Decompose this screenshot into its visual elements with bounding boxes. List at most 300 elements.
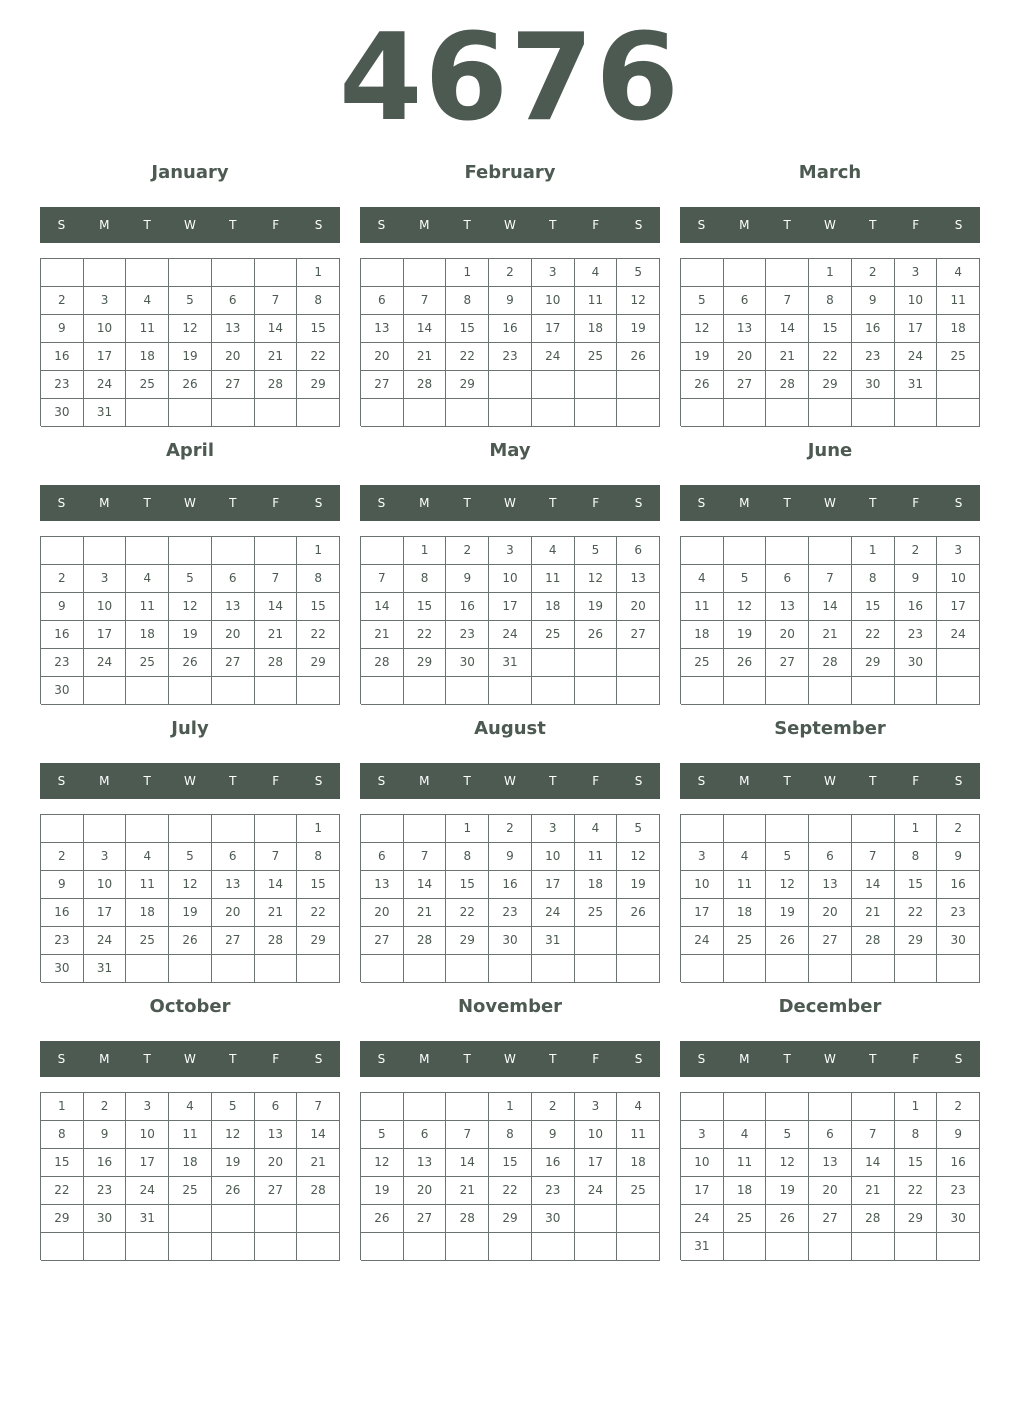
day-cell: 5 xyxy=(169,843,212,871)
day-cell: 16 xyxy=(41,621,84,649)
weekday-header xyxy=(360,485,660,521)
month-february xyxy=(360,158,660,436)
month-june xyxy=(680,436,980,714)
empty-day-cell xyxy=(404,1093,447,1121)
empty-day-cell xyxy=(766,677,809,705)
empty-day-cell xyxy=(361,1093,404,1121)
weekday-label: S xyxy=(634,774,643,788)
empty-day-cell xyxy=(255,537,298,565)
day-cell: 28 xyxy=(297,1177,340,1205)
empty-day-cell xyxy=(937,955,980,983)
day-cell: 14 xyxy=(404,315,447,343)
day-cell: 26 xyxy=(575,621,618,649)
day-cell: 19 xyxy=(169,343,212,371)
weekday-label: F xyxy=(912,496,920,510)
empty-day-cell xyxy=(212,677,255,705)
day-cell: 1 xyxy=(446,259,489,287)
weekday-label: S xyxy=(697,496,706,510)
weekday-label: T xyxy=(549,218,557,232)
day-cell: 3 xyxy=(489,537,532,565)
day-cell: 2 xyxy=(41,565,84,593)
day-cell: 10 xyxy=(532,843,575,871)
day-cell: 25 xyxy=(532,621,575,649)
empty-day-cell xyxy=(404,259,447,287)
weekday-label: T xyxy=(783,774,791,788)
empty-day-cell xyxy=(126,537,169,565)
day-cell: 21 xyxy=(446,1177,489,1205)
day-cell: 7 xyxy=(809,565,852,593)
day-cell: 10 xyxy=(681,871,724,899)
day-cell: 9 xyxy=(41,315,84,343)
day-cell: 24 xyxy=(84,371,127,399)
empty-day-cell xyxy=(489,399,532,427)
day-cell: 14 xyxy=(297,1121,340,1149)
empty-day-cell xyxy=(681,259,724,287)
day-cell: 26 xyxy=(766,927,809,955)
weekday-header xyxy=(360,207,660,243)
day-cell: 19 xyxy=(617,315,660,343)
day-cell: 1 xyxy=(809,259,852,287)
day-cell: 20 xyxy=(361,899,404,927)
weekday-label: M xyxy=(419,218,430,232)
month-november xyxy=(360,992,660,1270)
weekday-label: T xyxy=(229,496,237,510)
empty-day-cell xyxy=(724,677,767,705)
day-cell: 17 xyxy=(895,315,938,343)
empty-day-cell xyxy=(84,537,127,565)
empty-day-cell xyxy=(169,537,212,565)
day-cell: 9 xyxy=(489,287,532,315)
day-cell: 22 xyxy=(446,899,489,927)
day-cell: 30 xyxy=(446,649,489,677)
day-cell: 29 xyxy=(297,927,340,955)
day-cell: 6 xyxy=(212,565,255,593)
day-cell: 24 xyxy=(126,1177,169,1205)
day-cell: 5 xyxy=(169,565,212,593)
empty-day-cell xyxy=(255,815,298,843)
weekday-header xyxy=(680,1041,980,1077)
day-cell: 2 xyxy=(895,537,938,565)
day-cell: 29 xyxy=(895,927,938,955)
day-cell: 4 xyxy=(681,565,724,593)
day-cell: 5 xyxy=(361,1121,404,1149)
empty-day-cell xyxy=(212,537,255,565)
empty-day-cell xyxy=(404,955,447,983)
empty-day-cell xyxy=(575,1233,618,1261)
day-cell: 24 xyxy=(681,927,724,955)
day-cell: 19 xyxy=(169,899,212,927)
empty-day-cell xyxy=(532,1233,575,1261)
day-grid xyxy=(360,814,660,982)
weekday-label: M xyxy=(739,774,750,788)
empty-day-cell xyxy=(41,815,84,843)
empty-day-cell xyxy=(255,955,298,983)
day-cell: 27 xyxy=(809,1205,852,1233)
day-cell: 16 xyxy=(852,315,895,343)
day-cell: 24 xyxy=(84,927,127,955)
weekday-label: T xyxy=(549,496,557,510)
day-cell: 11 xyxy=(724,871,767,899)
month-september xyxy=(680,714,980,992)
day-cell: 2 xyxy=(41,843,84,871)
day-cell: 23 xyxy=(84,1177,127,1205)
day-cell: 23 xyxy=(895,621,938,649)
weekday-header xyxy=(40,1041,340,1077)
day-cell: 7 xyxy=(255,287,298,315)
day-cell: 15 xyxy=(297,871,340,899)
day-cell: 11 xyxy=(575,287,618,315)
day-grid xyxy=(680,258,980,426)
weekday-label: F xyxy=(912,774,920,788)
day-cell: 15 xyxy=(41,1149,84,1177)
empty-day-cell xyxy=(809,537,852,565)
day-cell: 17 xyxy=(681,1177,724,1205)
month-october xyxy=(40,992,340,1270)
day-cell: 27 xyxy=(617,621,660,649)
day-cell: 28 xyxy=(404,927,447,955)
weekday-label: S xyxy=(377,774,386,788)
weekday-label: S xyxy=(314,218,323,232)
day-cell: 2 xyxy=(937,815,980,843)
weekday-label: W xyxy=(184,1052,196,1066)
day-cell: 12 xyxy=(361,1149,404,1177)
empty-day-cell xyxy=(852,677,895,705)
day-cell: 27 xyxy=(809,927,852,955)
day-cell: 9 xyxy=(852,287,895,315)
day-cell: 15 xyxy=(489,1149,532,1177)
empty-day-cell xyxy=(681,815,724,843)
day-cell: 30 xyxy=(41,399,84,427)
empty-day-cell xyxy=(766,1093,809,1121)
day-cell: 16 xyxy=(489,871,532,899)
day-cell: 15 xyxy=(895,1149,938,1177)
day-cell: 13 xyxy=(212,315,255,343)
day-cell: 19 xyxy=(617,871,660,899)
day-cell: 11 xyxy=(126,871,169,899)
day-cell: 26 xyxy=(169,371,212,399)
weekday-label: W xyxy=(824,1052,836,1066)
empty-day-cell xyxy=(41,259,84,287)
day-cell: 8 xyxy=(297,565,340,593)
weekday-label: M xyxy=(99,218,110,232)
weekday-label: S xyxy=(954,774,963,788)
weekday-label: T xyxy=(549,1052,557,1066)
weekday-label: M xyxy=(99,774,110,788)
empty-day-cell xyxy=(361,815,404,843)
day-cell: 9 xyxy=(895,565,938,593)
day-grid xyxy=(40,1092,340,1260)
day-cell: 24 xyxy=(532,899,575,927)
day-cell: 17 xyxy=(937,593,980,621)
empty-day-cell xyxy=(297,1205,340,1233)
month-may xyxy=(360,436,660,714)
day-cell: 8 xyxy=(489,1121,532,1149)
empty-day-cell xyxy=(852,399,895,427)
day-cell: 25 xyxy=(575,899,618,927)
day-cell: 21 xyxy=(404,899,447,927)
day-cell: 25 xyxy=(126,927,169,955)
calendar-grid xyxy=(40,158,980,1270)
empty-day-cell xyxy=(41,1233,84,1261)
day-cell: 12 xyxy=(575,565,618,593)
month-july xyxy=(40,714,340,992)
weekday-label: T xyxy=(869,496,877,510)
day-cell: 18 xyxy=(724,1177,767,1205)
day-grid xyxy=(680,1092,980,1260)
day-cell: 31 xyxy=(126,1205,169,1233)
day-cell: 17 xyxy=(84,899,127,927)
day-cell: 14 xyxy=(255,315,298,343)
day-cell: 27 xyxy=(724,371,767,399)
day-cell: 3 xyxy=(681,1121,724,1149)
day-cell: 15 xyxy=(446,871,489,899)
empty-day-cell xyxy=(532,677,575,705)
day-cell: 11 xyxy=(126,593,169,621)
day-cell: 12 xyxy=(681,315,724,343)
weekday-label: S xyxy=(634,218,643,232)
month-january xyxy=(40,158,340,436)
day-cell: 24 xyxy=(532,343,575,371)
empty-day-cell xyxy=(255,1233,298,1261)
day-cell: 14 xyxy=(255,871,298,899)
day-cell: 22 xyxy=(297,621,340,649)
day-cell: 9 xyxy=(489,843,532,871)
day-cell: 23 xyxy=(937,899,980,927)
empty-day-cell xyxy=(361,677,404,705)
day-cell: 6 xyxy=(809,1121,852,1149)
weekday-label: F xyxy=(272,1052,280,1066)
day-cell: 23 xyxy=(41,371,84,399)
empty-day-cell xyxy=(937,649,980,677)
day-cell: 12 xyxy=(169,315,212,343)
day-cell: 6 xyxy=(617,537,660,565)
weekday-label: M xyxy=(739,1052,750,1066)
day-cell: 11 xyxy=(169,1121,212,1149)
day-cell: 2 xyxy=(852,259,895,287)
weekday-label: T xyxy=(143,1052,151,1066)
day-cell: 18 xyxy=(937,315,980,343)
weekday-label: F xyxy=(272,774,280,788)
empty-day-cell xyxy=(724,259,767,287)
day-cell: 31 xyxy=(84,399,127,427)
day-cell: 26 xyxy=(617,343,660,371)
day-cell: 18 xyxy=(126,343,169,371)
empty-day-cell xyxy=(852,1093,895,1121)
empty-day-cell xyxy=(852,1233,895,1261)
weekday-label: W xyxy=(504,218,516,232)
day-cell: 31 xyxy=(84,955,127,983)
day-cell: 31 xyxy=(532,927,575,955)
day-cell: 13 xyxy=(724,315,767,343)
day-cell: 20 xyxy=(404,1177,447,1205)
empty-day-cell xyxy=(575,399,618,427)
weekday-label: T xyxy=(463,774,471,788)
day-cell: 30 xyxy=(937,927,980,955)
day-cell: 21 xyxy=(255,343,298,371)
day-cell: 16 xyxy=(84,1149,127,1177)
day-cell: 29 xyxy=(809,371,852,399)
day-cell: 8 xyxy=(297,843,340,871)
day-cell: 7 xyxy=(255,843,298,871)
day-cell: 22 xyxy=(895,899,938,927)
empty-day-cell xyxy=(766,1233,809,1261)
day-cell: 1 xyxy=(297,537,340,565)
day-cell: 15 xyxy=(852,593,895,621)
empty-day-cell xyxy=(937,677,980,705)
day-cell: 14 xyxy=(255,593,298,621)
day-cell: 22 xyxy=(809,343,852,371)
empty-day-cell xyxy=(724,537,767,565)
empty-day-cell xyxy=(126,259,169,287)
day-grid xyxy=(680,536,980,704)
weekday-label: S xyxy=(377,496,386,510)
empty-day-cell xyxy=(809,815,852,843)
month-name: March xyxy=(798,162,862,183)
day-cell: 19 xyxy=(169,621,212,649)
day-cell: 9 xyxy=(41,871,84,899)
empty-day-cell xyxy=(809,1093,852,1121)
weekday-label: W xyxy=(184,774,196,788)
weekday-label: M xyxy=(419,774,430,788)
day-cell: 28 xyxy=(255,649,298,677)
empty-day-cell xyxy=(681,399,724,427)
day-cell: 6 xyxy=(724,287,767,315)
day-cell: 4 xyxy=(575,815,618,843)
empty-day-cell xyxy=(766,537,809,565)
empty-day-cell xyxy=(404,399,447,427)
weekday-label: T xyxy=(869,218,877,232)
month-name: September xyxy=(774,718,886,739)
day-cell: 18 xyxy=(575,315,618,343)
empty-day-cell xyxy=(84,1233,127,1261)
day-cell: 21 xyxy=(255,899,298,927)
day-cell: 24 xyxy=(489,621,532,649)
empty-day-cell xyxy=(446,399,489,427)
day-cell: 18 xyxy=(575,871,618,899)
weekday-label: T xyxy=(463,496,471,510)
weekday-label: W xyxy=(184,218,196,232)
day-cell: 21 xyxy=(297,1149,340,1177)
empty-day-cell xyxy=(852,815,895,843)
day-cell: 12 xyxy=(169,871,212,899)
empty-day-cell xyxy=(532,649,575,677)
day-cell: 10 xyxy=(489,565,532,593)
day-cell: 22 xyxy=(297,343,340,371)
weekday-header xyxy=(680,485,980,521)
weekday-label: W xyxy=(504,496,516,510)
day-cell: 21 xyxy=(255,621,298,649)
empty-day-cell xyxy=(297,677,340,705)
empty-day-cell xyxy=(617,677,660,705)
day-cell: 26 xyxy=(724,649,767,677)
day-cell: 1 xyxy=(489,1093,532,1121)
day-cell: 12 xyxy=(724,593,767,621)
empty-day-cell xyxy=(937,399,980,427)
day-cell: 17 xyxy=(532,315,575,343)
day-cell: 11 xyxy=(532,565,575,593)
day-cell: 27 xyxy=(255,1177,298,1205)
empty-day-cell xyxy=(575,955,618,983)
empty-day-cell xyxy=(297,955,340,983)
day-cell: 21 xyxy=(766,343,809,371)
weekday-label: M xyxy=(99,1052,110,1066)
day-cell: 5 xyxy=(212,1093,255,1121)
empty-day-cell xyxy=(681,537,724,565)
day-cell: 14 xyxy=(766,315,809,343)
day-cell: 29 xyxy=(895,1205,938,1233)
day-cell: 5 xyxy=(724,565,767,593)
day-cell: 30 xyxy=(852,371,895,399)
empty-day-cell xyxy=(361,955,404,983)
weekday-label: M xyxy=(419,496,430,510)
day-cell: 24 xyxy=(937,621,980,649)
day-cell: 15 xyxy=(297,315,340,343)
empty-day-cell xyxy=(297,1233,340,1261)
day-cell: 28 xyxy=(809,649,852,677)
day-cell: 25 xyxy=(617,1177,660,1205)
empty-day-cell xyxy=(361,259,404,287)
empty-day-cell xyxy=(446,955,489,983)
day-cell: 1 xyxy=(41,1093,84,1121)
day-cell: 4 xyxy=(724,1121,767,1149)
weekday-label: T xyxy=(229,774,237,788)
weekday-label: F xyxy=(592,1052,600,1066)
weekday-label: T xyxy=(229,1052,237,1066)
weekday-label: S xyxy=(314,774,323,788)
day-cell: 17 xyxy=(489,593,532,621)
empty-day-cell xyxy=(895,399,938,427)
day-cell: 27 xyxy=(766,649,809,677)
weekday-label: T xyxy=(869,1052,877,1066)
weekday-label: W xyxy=(184,496,196,510)
day-cell: 20 xyxy=(809,899,852,927)
empty-day-cell xyxy=(126,955,169,983)
weekday-label: T xyxy=(463,1052,471,1066)
day-grid xyxy=(360,258,660,426)
day-cell: 27 xyxy=(212,649,255,677)
day-cell: 9 xyxy=(446,565,489,593)
day-cell: 19 xyxy=(212,1149,255,1177)
day-cell: 28 xyxy=(446,1205,489,1233)
day-cell: 29 xyxy=(489,1205,532,1233)
empty-day-cell xyxy=(255,259,298,287)
day-cell: 1 xyxy=(297,259,340,287)
day-cell: 6 xyxy=(361,843,404,871)
day-cell: 4 xyxy=(617,1093,660,1121)
day-cell: 5 xyxy=(169,287,212,315)
weekday-label: S xyxy=(57,218,66,232)
day-cell: 22 xyxy=(297,899,340,927)
weekday-label: W xyxy=(824,496,836,510)
month-name: October xyxy=(149,996,231,1017)
day-cell: 12 xyxy=(766,1149,809,1177)
day-cell: 28 xyxy=(404,371,447,399)
weekday-label: M xyxy=(739,218,750,232)
weekday-label: T xyxy=(869,774,877,788)
weekday-label: F xyxy=(272,496,280,510)
weekday-label: T xyxy=(463,218,471,232)
empty-day-cell xyxy=(809,955,852,983)
day-cell: 25 xyxy=(575,343,618,371)
day-cell: 27 xyxy=(404,1205,447,1233)
month-name: April xyxy=(165,440,215,461)
day-cell: 11 xyxy=(126,315,169,343)
day-cell: 18 xyxy=(681,621,724,649)
day-cell: 1 xyxy=(446,815,489,843)
day-cell: 4 xyxy=(126,287,169,315)
day-cell: 4 xyxy=(169,1093,212,1121)
empty-day-cell xyxy=(895,1233,938,1261)
